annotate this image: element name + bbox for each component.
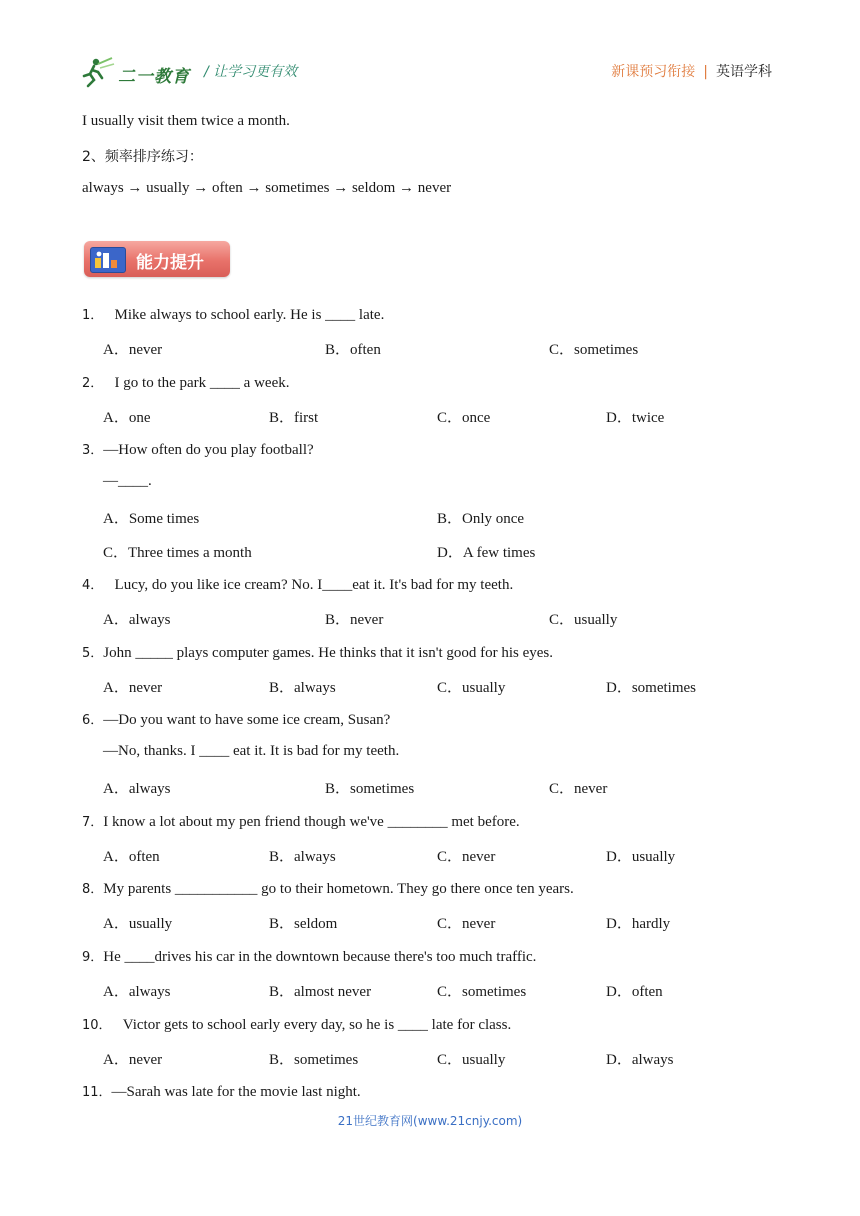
option[interactable]: C．never (437, 916, 496, 932)
question-7: 7．I know a lot about my pen friend though we've ________ met before. (82, 814, 520, 830)
practice-heading: 2、频率排序练习： (82, 149, 203, 165)
logo-text: 二一教育 (118, 67, 190, 87)
chart-blocks-icon (90, 247, 126, 273)
option[interactable]: A．always (103, 612, 171, 628)
option[interactable]: A．one (103, 410, 151, 426)
question-10: 10． Victor gets to school early every day, so he is ____ late for class. (82, 1017, 512, 1033)
option[interactable]: B．always (269, 849, 336, 865)
option[interactable]: C．once (437, 410, 491, 426)
option[interactable]: C．usually (549, 612, 618, 628)
option[interactable]: D．hardly (606, 916, 671, 932)
option[interactable]: B．seldom (269, 916, 338, 932)
question-3-response: —____. (103, 473, 152, 489)
option[interactable]: B．always (269, 680, 336, 696)
option[interactable]: B．never (325, 612, 384, 628)
option[interactable]: A．never (103, 1052, 163, 1068)
question-4: 4． Lucy, do you like ice cream? No. I____eat it. It's bad for my teeth. (82, 577, 514, 593)
option[interactable]: D．usually (606, 849, 676, 865)
option[interactable]: A．always (103, 781, 171, 797)
option[interactable]: A．always (103, 984, 171, 1000)
option[interactable]: A．Some times (103, 511, 200, 527)
option[interactable]: D．sometimes (606, 680, 696, 696)
option[interactable]: D．always (606, 1052, 674, 1068)
option[interactable]: B．first (269, 410, 319, 426)
option[interactable]: D．A few times (437, 545, 536, 561)
option[interactable]: C．usually (437, 1052, 506, 1068)
page-footer: 21世纪教育网(www.21cnjy.com) (337, 1114, 523, 1128)
option[interactable]: B．Only once (437, 511, 525, 527)
option[interactable]: A．never (103, 680, 163, 696)
option[interactable]: C．Three times a month (103, 545, 252, 561)
option[interactable]: C．never (437, 849, 496, 865)
option[interactable]: C．sometimes (549, 342, 639, 358)
example-sentence: I usually visit them twice a month. (82, 113, 290, 129)
option[interactable]: C．usually (437, 680, 506, 696)
question-6-response: —No, thanks. I ____ eat it. It is bad for my teeth. (103, 743, 400, 759)
option[interactable]: C．sometimes (437, 984, 527, 1000)
option[interactable]: B．often (325, 342, 381, 358)
course-label: 新课预习衔接 (611, 64, 696, 80)
question-1: 1． Mike always to school early. He is ____ late. (82, 307, 385, 323)
slogan: / 让学习更有效 (204, 64, 298, 80)
option[interactable]: C．never (549, 781, 608, 797)
question-2: 2． I go to the park ____ a week. (82, 375, 290, 391)
option[interactable]: A．never (103, 342, 163, 358)
question-11: 11．—Sarah was late for the movie last night. (82, 1084, 361, 1100)
option[interactable]: B．sometimes (325, 781, 415, 797)
page-header (0, 0, 860, 100)
question-6: 6．—Do you want to have some ice cream, Susan? (82, 712, 391, 728)
question-5: 5．John _____ plays computer games. He thinks that it isn't good for his eyes. (82, 645, 554, 661)
header-right (611, 61, 772, 81)
section-badge (84, 241, 230, 277)
subject-label: 英语学科 (716, 64, 772, 80)
question-8: 8．My parents ___________ go to their hometown. They go there once ten years. (82, 881, 574, 897)
section-badge-label: 能力提升 (136, 253, 204, 273)
option[interactable]: A．often (103, 849, 160, 865)
option[interactable]: B．almost never (269, 984, 372, 1000)
option[interactable]: B．sometimes (269, 1052, 359, 1068)
header-separator: | (703, 64, 708, 80)
frequency-order: always → usually → often → sometimes → seldom → never (82, 180, 452, 196)
question-9: 9．He ____drives his car in the downtown because there's too much traffic. (82, 949, 537, 965)
option[interactable]: A．usually (103, 916, 173, 932)
option[interactable]: D．twice (606, 410, 665, 426)
question-3: 3．—How often do you play football? (82, 442, 314, 458)
option[interactable]: D．often (606, 984, 663, 1000)
